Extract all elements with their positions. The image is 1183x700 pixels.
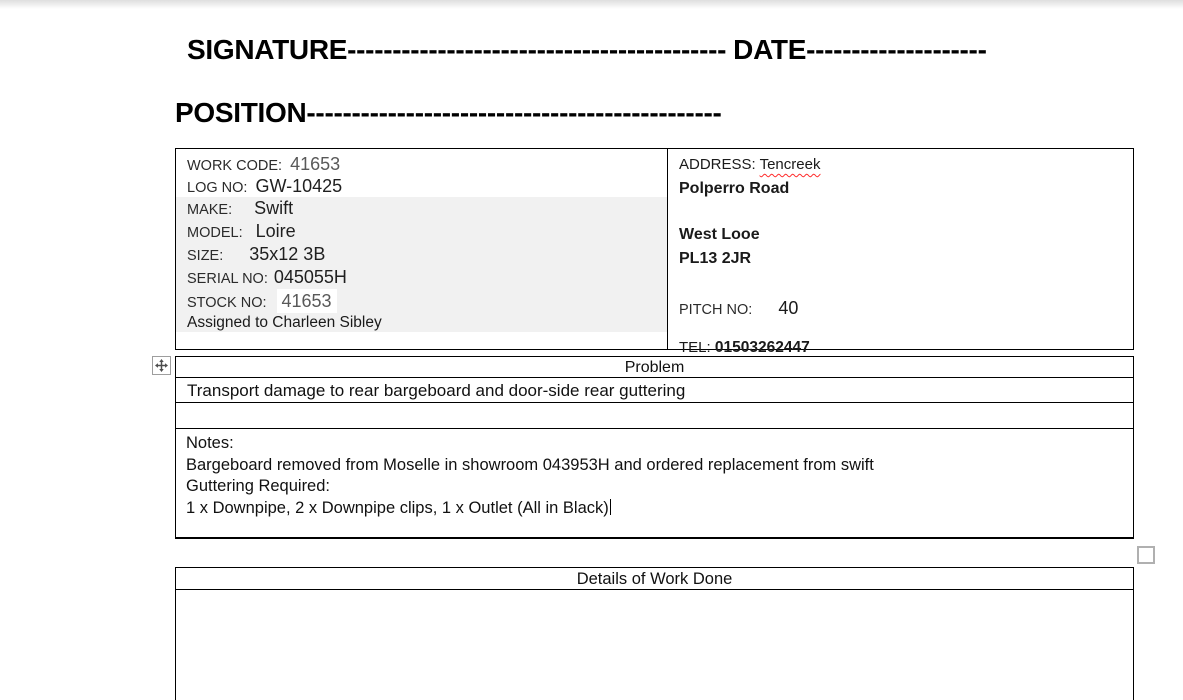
serial-no-value: 045055H <box>273 267 347 287</box>
notes-cell[interactable] <box>176 429 1133 537</box>
toolbar-shadow <box>0 0 1183 9</box>
work-done-table <box>175 567 1134 700</box>
address-line4: PL13 2JR <box>679 250 752 267</box>
text-caret <box>610 499 611 515</box>
pitch-no-label: PITCH NO: <box>679 302 753 318</box>
work-info-table <box>175 148 1134 356</box>
notes-label: Notes: <box>186 434 234 452</box>
stock-no-label: STOCK NO: <box>187 295 267 311</box>
spacer <box>679 271 1133 296</box>
work-done-empty-cell[interactable] <box>176 590 1133 700</box>
table-move-handle[interactable] <box>152 356 171 375</box>
pitch-no-row <box>679 296 1133 320</box>
position-label: POSITION <box>175 97 307 128</box>
date-dashes: -------------------- <box>806 34 987 65</box>
serial-no-row <box>176 266 667 289</box>
work-code-value: 41653 <box>290 154 341 174</box>
problem-empty-row[interactable] <box>176 403 1133 429</box>
make-label: MAKE: <box>187 202 233 218</box>
address-row <box>679 153 1133 177</box>
identity-cell[interactable] <box>176 149 668 349</box>
shaded-identity-block <box>176 197 667 332</box>
stock-no-value: 41653 <box>277 289 337 313</box>
tel-value: 01503262447 <box>714 339 810 356</box>
log-no-value: GW-10425 <box>255 176 343 196</box>
notes-line-2: Guttering Required: <box>186 477 330 495</box>
problem-header: Problem <box>176 357 1133 378</box>
signature-dashes: ------------------------------------------ <box>347 34 727 65</box>
notes-line-3: 1 x Downpipe, 2 x Downpipe clips, 1 x Outlet (All in Black) <box>186 498 609 517</box>
make-row <box>176 197 667 220</box>
move-arrows-icon <box>155 359 168 372</box>
size-value: 35x12 3B <box>249 244 326 264</box>
size-row <box>176 243 667 266</box>
address-name-misspelled: Tencreek <box>759 156 821 173</box>
spacer <box>679 320 1133 336</box>
notes-line-1: Bargeboard removed from Moselle in showroom 043953H and ordered replacement from swift <box>186 455 874 474</box>
spacer <box>679 201 1133 223</box>
date-label: DATE <box>733 34 807 65</box>
table-resize-handle[interactable] <box>1137 546 1155 564</box>
model-label: MODEL: <box>187 225 243 241</box>
pitch-no-value: 40 <box>778 298 799 318</box>
log-no-row <box>176 175 667 197</box>
tel-label: TEL: <box>679 339 715 356</box>
address-line2: Polperro Road <box>679 180 790 197</box>
log-no-label: LOG NO: <box>187 180 248 196</box>
problem-table <box>175 356 1134 539</box>
signature-label: SIGNATURE <box>187 34 348 65</box>
position-line <box>175 97 722 129</box>
work-done-header: Details of Work Done <box>176 568 1133 590</box>
signature-date-line <box>187 34 987 66</box>
work-code-label: WORK CODE: <box>187 158 283 174</box>
model-row <box>176 220 667 243</box>
address-cell[interactable] <box>668 149 1133 356</box>
make-value: Swift <box>254 198 294 218</box>
model-value: Loire <box>255 221 296 241</box>
work-code-row <box>176 153 667 175</box>
address-label: ADDRESS: <box>679 156 756 173</box>
size-label: SIZE: <box>187 248 224 264</box>
position-dashes: ---------------------------------------------- <box>306 97 722 128</box>
problem-description-cell[interactable]: Transport damage to rear bargeboard and door-side rear guttering <box>176 378 1133 403</box>
serial-no-label: SERIAL NO: <box>187 271 268 287</box>
stock-no-row <box>176 289 667 313</box>
address-line3: West Looe <box>679 226 760 243</box>
assigned-to-text: Assigned to Charleen Sibley <box>187 314 382 331</box>
